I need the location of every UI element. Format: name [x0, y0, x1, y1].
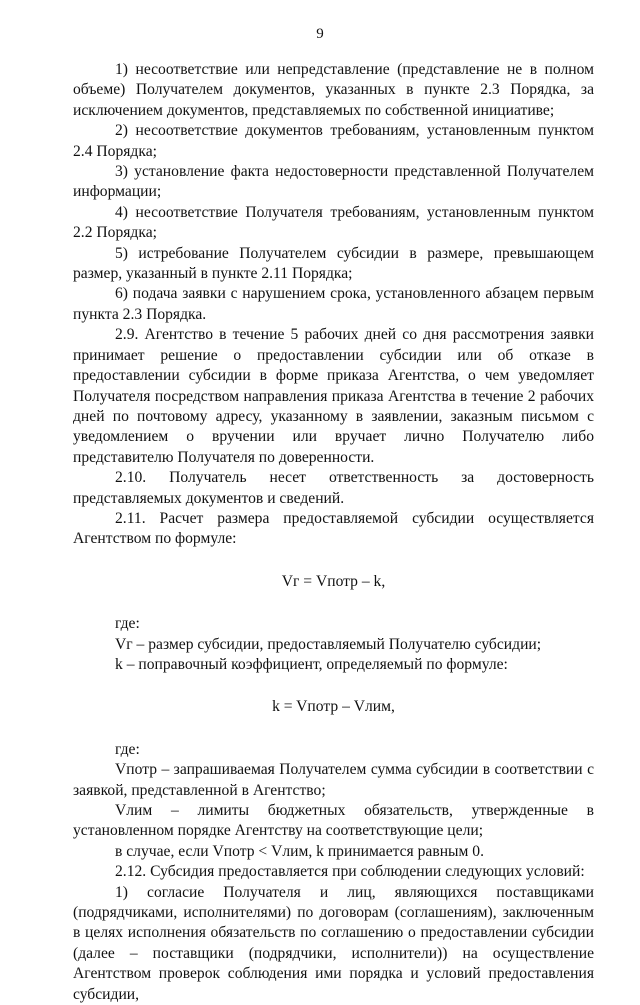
paragraph-item-2: 2) несоответствие документов требованиям, установленным пунктом 2.4 Порядка;: [73, 122, 594, 160]
paragraph-item-1: 1) несоответствие или непредставление (представление не в полном объеме) Получателем документов, указанных в пункте 2.3 Порядка, за исключением документов, представляемых по собственной инициативе;: [73, 61, 594, 119]
paragraph-2-10: 2.10. Получатель несет ответственность за достоверность представляемых документов и сведений.: [73, 469, 594, 507]
formula-vg: Vг = Vпотр – k,: [281, 572, 386, 590]
document-body: [73, 60, 594, 1005]
paragraph-item-5: 5) истребование Получателем субсидии в размере, превышающем размер, указанный в пункте 2.11 Порядка;: [73, 244, 594, 283]
definition-vlim: Vлим – лимиты бюджетных обязательств, утвержденные в установленном порядке Агентству на соответствующие цели;: [73, 802, 594, 840]
paragraph-2-12-item-1: 1) согласие Получателя и лиц, являющихся поставщиками (подрядчиками, исполнителями) по договорам (соглашениям), заключенным в целях исполнения обязательств по соглашению о предоставлении субсидии (далее – поставщики (подрядчики, исполнители)) на осуществление Агентством проверок соблюдения ими порядка и условий предоставления субсидии,: [73, 883, 594, 1003]
paragraph-item-6: 6) подача заявки с нарушением срока, установленного абзацем первым пункта 2.3 Порядка.: [73, 285, 594, 323]
definition-vg: Vг – размер субсидии, предоставляемый Получателю субсидии;: [115, 635, 542, 653]
where-label-1: где:: [115, 615, 140, 633]
paragraph-item-4: 4) несоответствие Получателя требованиям, установленным пунктом 2.2 Порядка;: [73, 203, 594, 242]
page-number: 9: [316, 26, 324, 42]
paragraph-2-12: 2.12. Субсидия предоставляется при соблюдении следующих условий:: [115, 863, 585, 881]
paragraph-2-11: 2.11. Расчет размера предоставляемой субсидии осуществляется Агентством по формуле:: [73, 509, 594, 548]
paragraph-item-3: 3) установление факта недостоверности представленной Получателем информации;: [73, 163, 594, 201]
formula-k: k = Vпотр – Vлим,: [272, 698, 395, 716]
paragraph-2-9: 2.9. Агентство в течение 5 рабочих дней со дня рассмотрения заявки принимает решение о предоставлении субсидии или об отказе в предоставлении субсидии в форме приказа Агентства, о чем уведомляет Получателя посредством направления приказа Агентства в течение 2 рабочих дней по почтовому адресу, указанному в заявлении, заказным письмом с уведомлением о вручении или вручает лично Получателю либо представителю Получателя по доверенности.: [73, 326, 594, 466]
definition-k: k – поправочный коэффициент, определяемый по формуле:: [115, 655, 508, 673]
case-condition: в случае, если Vпотр < Vлим, k принимается равным 0.: [115, 842, 484, 860]
where-label-2: где:: [115, 740, 140, 758]
definition-vpotr: Vпотр – запрашиваемая Получателем сумма субсидии в соответствии с заявкой, представленной в Агентство;: [73, 761, 594, 799]
